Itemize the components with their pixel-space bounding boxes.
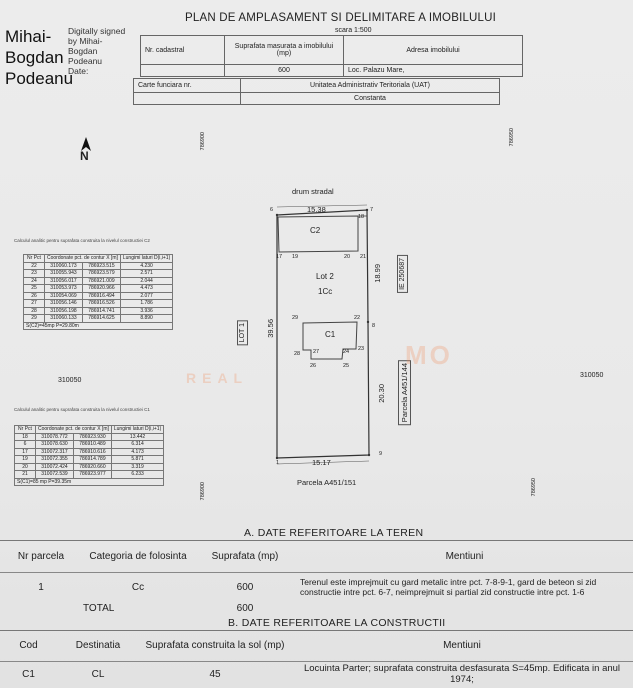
lot-1-label: LOT 1 <box>237 320 248 345</box>
table-c2 <box>23 254 173 330</box>
table-cell: Cc <box>131 581 145 593</box>
table-cell: 786916.494 <box>82 292 120 300</box>
table-header: Nr Pct <box>24 255 45 263</box>
table-header: Destinatia <box>75 640 121 652</box>
table-cell: Locuinta Parter; suprafata construita desfasurata S=45mp. Edificata in anul 1974; <box>303 663 621 686</box>
table-cell: 310072.539 <box>36 471 74 479</box>
table-cell: 20 <box>15 463 36 471</box>
point-marker <box>368 454 370 456</box>
point-label: 27 <box>313 349 320 355</box>
nr-cadastral-label: Nr. cadastral <box>141 36 225 65</box>
point-label: 8 <box>372 323 376 329</box>
table-cell: Terenul este imprejmuit cu gard metalic intre pct. 7-8-9-1, gard de beteon si zid constructie intre pct. 6-7, neimprejmuit si partial zid constructie intre pct. 1-6 <box>300 577 597 598</box>
scale-label: scara 1:500 <box>335 27 372 34</box>
table-cell: 786923.579 <box>82 270 120 278</box>
table-cell: CL <box>91 668 105 680</box>
carte-funciara-label: Carte funciara nr. <box>134 79 241 93</box>
table-cell: 310078.630 <box>36 441 74 449</box>
table-cell: 786914.741 <box>82 307 120 315</box>
total-label: TOTAL <box>83 603 115 614</box>
table-header: Mentiuni <box>443 640 481 652</box>
table-cell: 25 <box>24 285 45 293</box>
table-cell: 26 <box>24 292 45 300</box>
table-cell: 3.936 <box>120 307 172 315</box>
table-cell: 786910.616 <box>73 448 111 456</box>
table-cell: 786920.966 <box>82 285 120 293</box>
table-footer: S(C2)=45mp P=29.80m <box>24 322 173 330</box>
signature-line: Mihai- <box>5 27 52 46</box>
total-value: 600 <box>236 603 254 614</box>
point-label: 22 <box>354 315 361 321</box>
grid-label: 310050 <box>580 372 604 379</box>
table-cell: 2.044 <box>120 277 172 285</box>
point-label: 28 <box>294 351 301 357</box>
table-cell: 8.890 <box>120 315 172 323</box>
point-label: 6 <box>270 207 274 213</box>
point-label: 24 <box>343 349 350 355</box>
building-c2-label: C2 <box>310 226 321 235</box>
table-cell: 786920.660 <box>73 463 111 471</box>
dimension-top: 15.38 <box>307 205 326 214</box>
street-label: drum stradal <box>292 187 334 196</box>
dimension-left: 39.56 <box>266 319 275 338</box>
grid-label: 786900 <box>200 132 206 151</box>
table-cell: 310053.973 <box>45 285 83 293</box>
dimension-bottom: 15.17 <box>312 458 331 467</box>
watermark: MO <box>405 340 453 370</box>
point-label: 23 <box>358 346 365 352</box>
grid-label: 310050 <box>58 377 82 384</box>
section-a-title: A. DATE REFERITOARE LA TEREN <box>244 527 424 539</box>
table-cell: 2.077 <box>120 292 172 300</box>
adresa-value: Loc. Palazu Mare, <box>344 65 523 77</box>
table-cell: 6 <box>15 441 36 449</box>
table-cell: 786923.977 <box>73 471 111 479</box>
table-cell: 1 <box>38 581 44 593</box>
point-label: 26 <box>310 363 317 369</box>
table-header: Categoria de folosinta <box>89 550 187 562</box>
point-marker <box>366 209 368 211</box>
table-cell: 6.314 <box>111 441 163 449</box>
point-label: 19 <box>292 254 299 260</box>
table-cell: 21 <box>15 471 36 479</box>
table-cell: C1 <box>22 668 35 680</box>
table-cell: 310060.133 <box>45 315 83 323</box>
table-cell: 786910.489 <box>73 441 111 449</box>
section-b-table <box>0 631 633 687</box>
table-cell: 786914.789 <box>73 456 111 464</box>
uat-label: Unitatea Administrativ Teritoriala (UAT) <box>241 79 500 93</box>
dimension-right-bottom: 20.30 <box>377 384 386 403</box>
ie-label: IE 250687 <box>397 255 408 293</box>
watermark: REAL <box>186 370 249 386</box>
table-cell: 786914.625 <box>82 315 120 323</box>
grid-label: 786900 <box>200 482 206 501</box>
section-b-title: B. DATE REFERITOARE LA CONSTRUCTII <box>228 617 446 629</box>
building-c1-label: C1 <box>325 330 336 339</box>
table-cell: 310054.069 <box>45 292 83 300</box>
table-header: Suprafata construita la sol (mp) <box>145 640 285 652</box>
table-cell: 786923.930 <box>73 433 111 441</box>
grid-label: 786950 <box>509 128 515 147</box>
section-a-table <box>0 541 633 615</box>
point-label: 20 <box>344 254 351 260</box>
table-header: Lungimi laturi D(i,i+1) <box>111 426 163 434</box>
table-cell: 310060.173 <box>45 262 83 270</box>
dimension-right-top: 18.99 <box>373 264 382 283</box>
table-cell: 23 <box>24 270 45 278</box>
adresa-label: Adresa imobilului <box>344 36 523 65</box>
table-c1-caption: Calculul analitic pentru suprafata construita la nivelul constructiei C1 <box>14 407 150 412</box>
table-cell: 786916.526 <box>82 300 120 308</box>
suprafata-value: 600 <box>225 65 344 77</box>
signature-note-line: Date: <box>68 66 89 76</box>
table-cell: 1.786 <box>120 300 172 308</box>
table-cell: 310072.317 <box>36 448 74 456</box>
north-label: N <box>80 149 89 163</box>
table-cell: 3.319 <box>111 463 163 471</box>
table-cell: 310078.772 <box>36 433 74 441</box>
table-cell: 5.871 <box>111 456 163 464</box>
table-cell: 13.442 <box>111 433 163 441</box>
table-cell: 4.230 <box>120 262 172 270</box>
signature-note-line: Digitally signed <box>68 26 126 36</box>
table-cell: 24 <box>24 277 45 285</box>
table-cell: 786923.515 <box>82 262 120 270</box>
table-header: Nr Pct <box>15 426 36 434</box>
table-cell: 19 <box>15 456 36 464</box>
table-header: Coordonate pct. de contur X [m] <box>36 426 112 434</box>
table-header: Coordonate pct. de contur X [m] <box>45 255 121 263</box>
table-header: Cod <box>19 640 38 652</box>
point-label: 17 <box>276 254 283 260</box>
table-cell: 2.571 <box>120 270 172 278</box>
table-cell: 28 <box>24 307 45 315</box>
table-cell: 45 <box>209 668 221 680</box>
point-label: 18 <box>358 214 365 220</box>
table-cell: 310056.017 <box>45 277 83 285</box>
page-title: PLAN DE AMPLASAMENT SI DELIMITARE A IMOBILULUI <box>185 12 497 24</box>
table-c2-caption: Calculul analitic pentru suprafata construita la nivelul constructiei C2 <box>14 238 150 243</box>
point-label: 1 <box>276 460 280 466</box>
grid-label: 786950 <box>531 478 537 497</box>
suprafata-label: Suprafata masurata a imobilului (mp) <box>225 36 344 65</box>
table-cell: 6.233 <box>111 471 163 479</box>
point-label: 29 <box>292 315 299 321</box>
table-cell: 786921.009 <box>82 277 120 285</box>
table-header: Lungimi laturi D(i,i+1) <box>120 255 172 263</box>
signature-note-line: Podeanu <box>68 56 103 66</box>
table-c1 <box>14 425 164 486</box>
table-header: Suprafata (mp) <box>211 550 279 562</box>
parcel-right-label: Parcela A451/144 <box>398 360 411 425</box>
signature-line: Bogdan <box>5 48 64 67</box>
table-footer: S(C1)=85 mp P=39.35m <box>15 478 164 486</box>
table-cell: 310055.943 <box>45 270 83 278</box>
table-cell: 22 <box>24 262 45 270</box>
table-header: Mentiuni <box>445 550 484 562</box>
point-label: 7 <box>370 207 374 213</box>
point-label: 21 <box>360 254 367 260</box>
table-cell: 29 <box>24 315 45 323</box>
signature-note-line: by Mihai- <box>68 36 103 46</box>
signature-line: Podeanu <box>5 69 74 88</box>
lot-category-label: 1Cc <box>318 287 333 296</box>
signature-note-line: Bogdan <box>68 46 98 56</box>
point-label: 25 <box>343 363 350 369</box>
table-cell: 4.173 <box>111 448 163 456</box>
point-marker <box>367 321 369 323</box>
point-marker <box>276 457 278 459</box>
table-cell: 600 <box>236 581 254 593</box>
table-cell: 310072.355 <box>36 456 74 464</box>
point-label: 9 <box>379 451 383 457</box>
point-markers <box>276 209 370 459</box>
parcel-bottom-label: Parcela A451/151 <box>297 478 357 487</box>
table-cell: 17 <box>15 448 36 456</box>
point-marker <box>276 214 278 216</box>
table-cell: 310072.424 <box>36 463 74 471</box>
table-cell: 27 <box>24 300 45 308</box>
table-cell: 4.473 <box>120 285 172 293</box>
parcel-boundary <box>277 210 369 458</box>
lot-label: Lot 2 <box>316 272 334 281</box>
uat-value: Constanta <box>241 93 500 105</box>
table-cell: 310056.146 <box>45 300 83 308</box>
table-header: Nr parcela <box>17 550 65 562</box>
table-cell: 18 <box>15 433 36 441</box>
table-cell: 310056.198 <box>45 307 83 315</box>
